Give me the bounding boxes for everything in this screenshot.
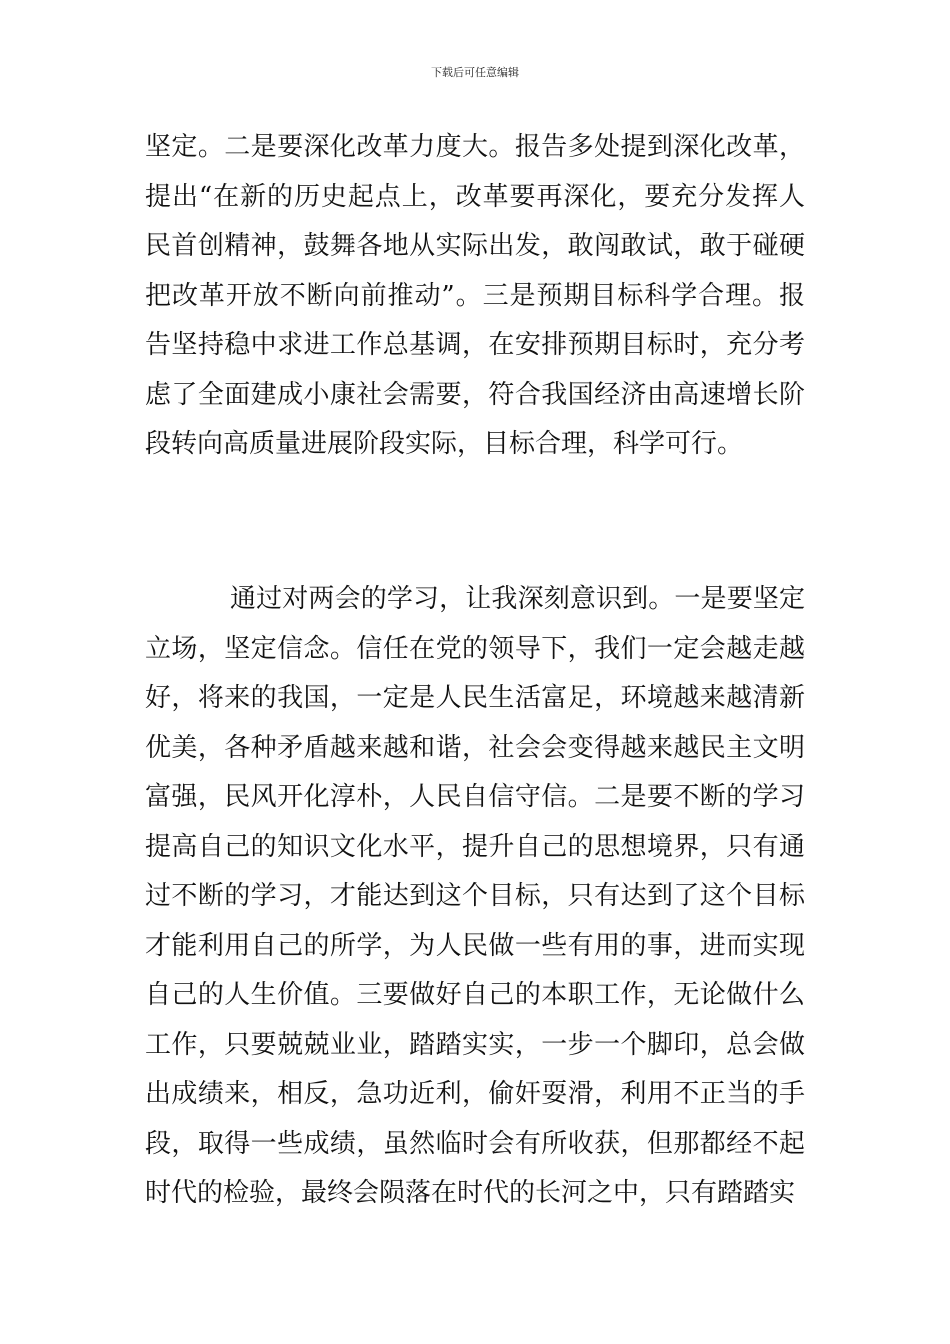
page-header: 下载后可任意编辑 bbox=[431, 66, 519, 79]
body-paragraph-1: 坚定。二是要深化改革力度大。报告多处提到深化改革，提出“在新的历史起点上，改革要再深化，要充分发挥人民首创精神，鼓舞各地从实际出发，敢闯敢试，敢于碰硬把改革开放不断向前推动”。三是预期目标科学合理。报告坚持稳中求进工作总基调，在安排预期目标时，充分考虑了全面建成小康社会需要，符合我国经济由高速增长阶段转向高质量进展阶段实际，目标合理，科学可行。 bbox=[145, 132, 805, 459]
body-paragraph-2: 通过对两会的学习，让我深刻意识到。一是要坚定立场，坚定信念。信任在党的领导下，我们一定会越走越好，将来的我国，一定是人民生活富足，环境越来越清新优美，各种矛盾越来越和谐，社会会变得越来越民主文明富强，民风开化淳朴，人民自信守信。二是要不断的学习提高自己的知识文化水平，提升自己的思想境界，只有通过不断的学习，才能达到这个目标，只有达到了这个目标才能利用自己的所学，为人民做一些有用的事，进而实现自己的人生价值。三要做好自己的本职工作，无论做什么工作，只要兢兢业业，踏踏实实，一步一个脚印，总会做出成绩来，相反，急功近利，偷奸耍滑，利用不正当的手段，取得一些成绩，虽然临时会有所收获，但那都经不起时代的检验，最终会陨落在时代的长河之中，只有踏踏实 bbox=[145, 584, 805, 1208]
